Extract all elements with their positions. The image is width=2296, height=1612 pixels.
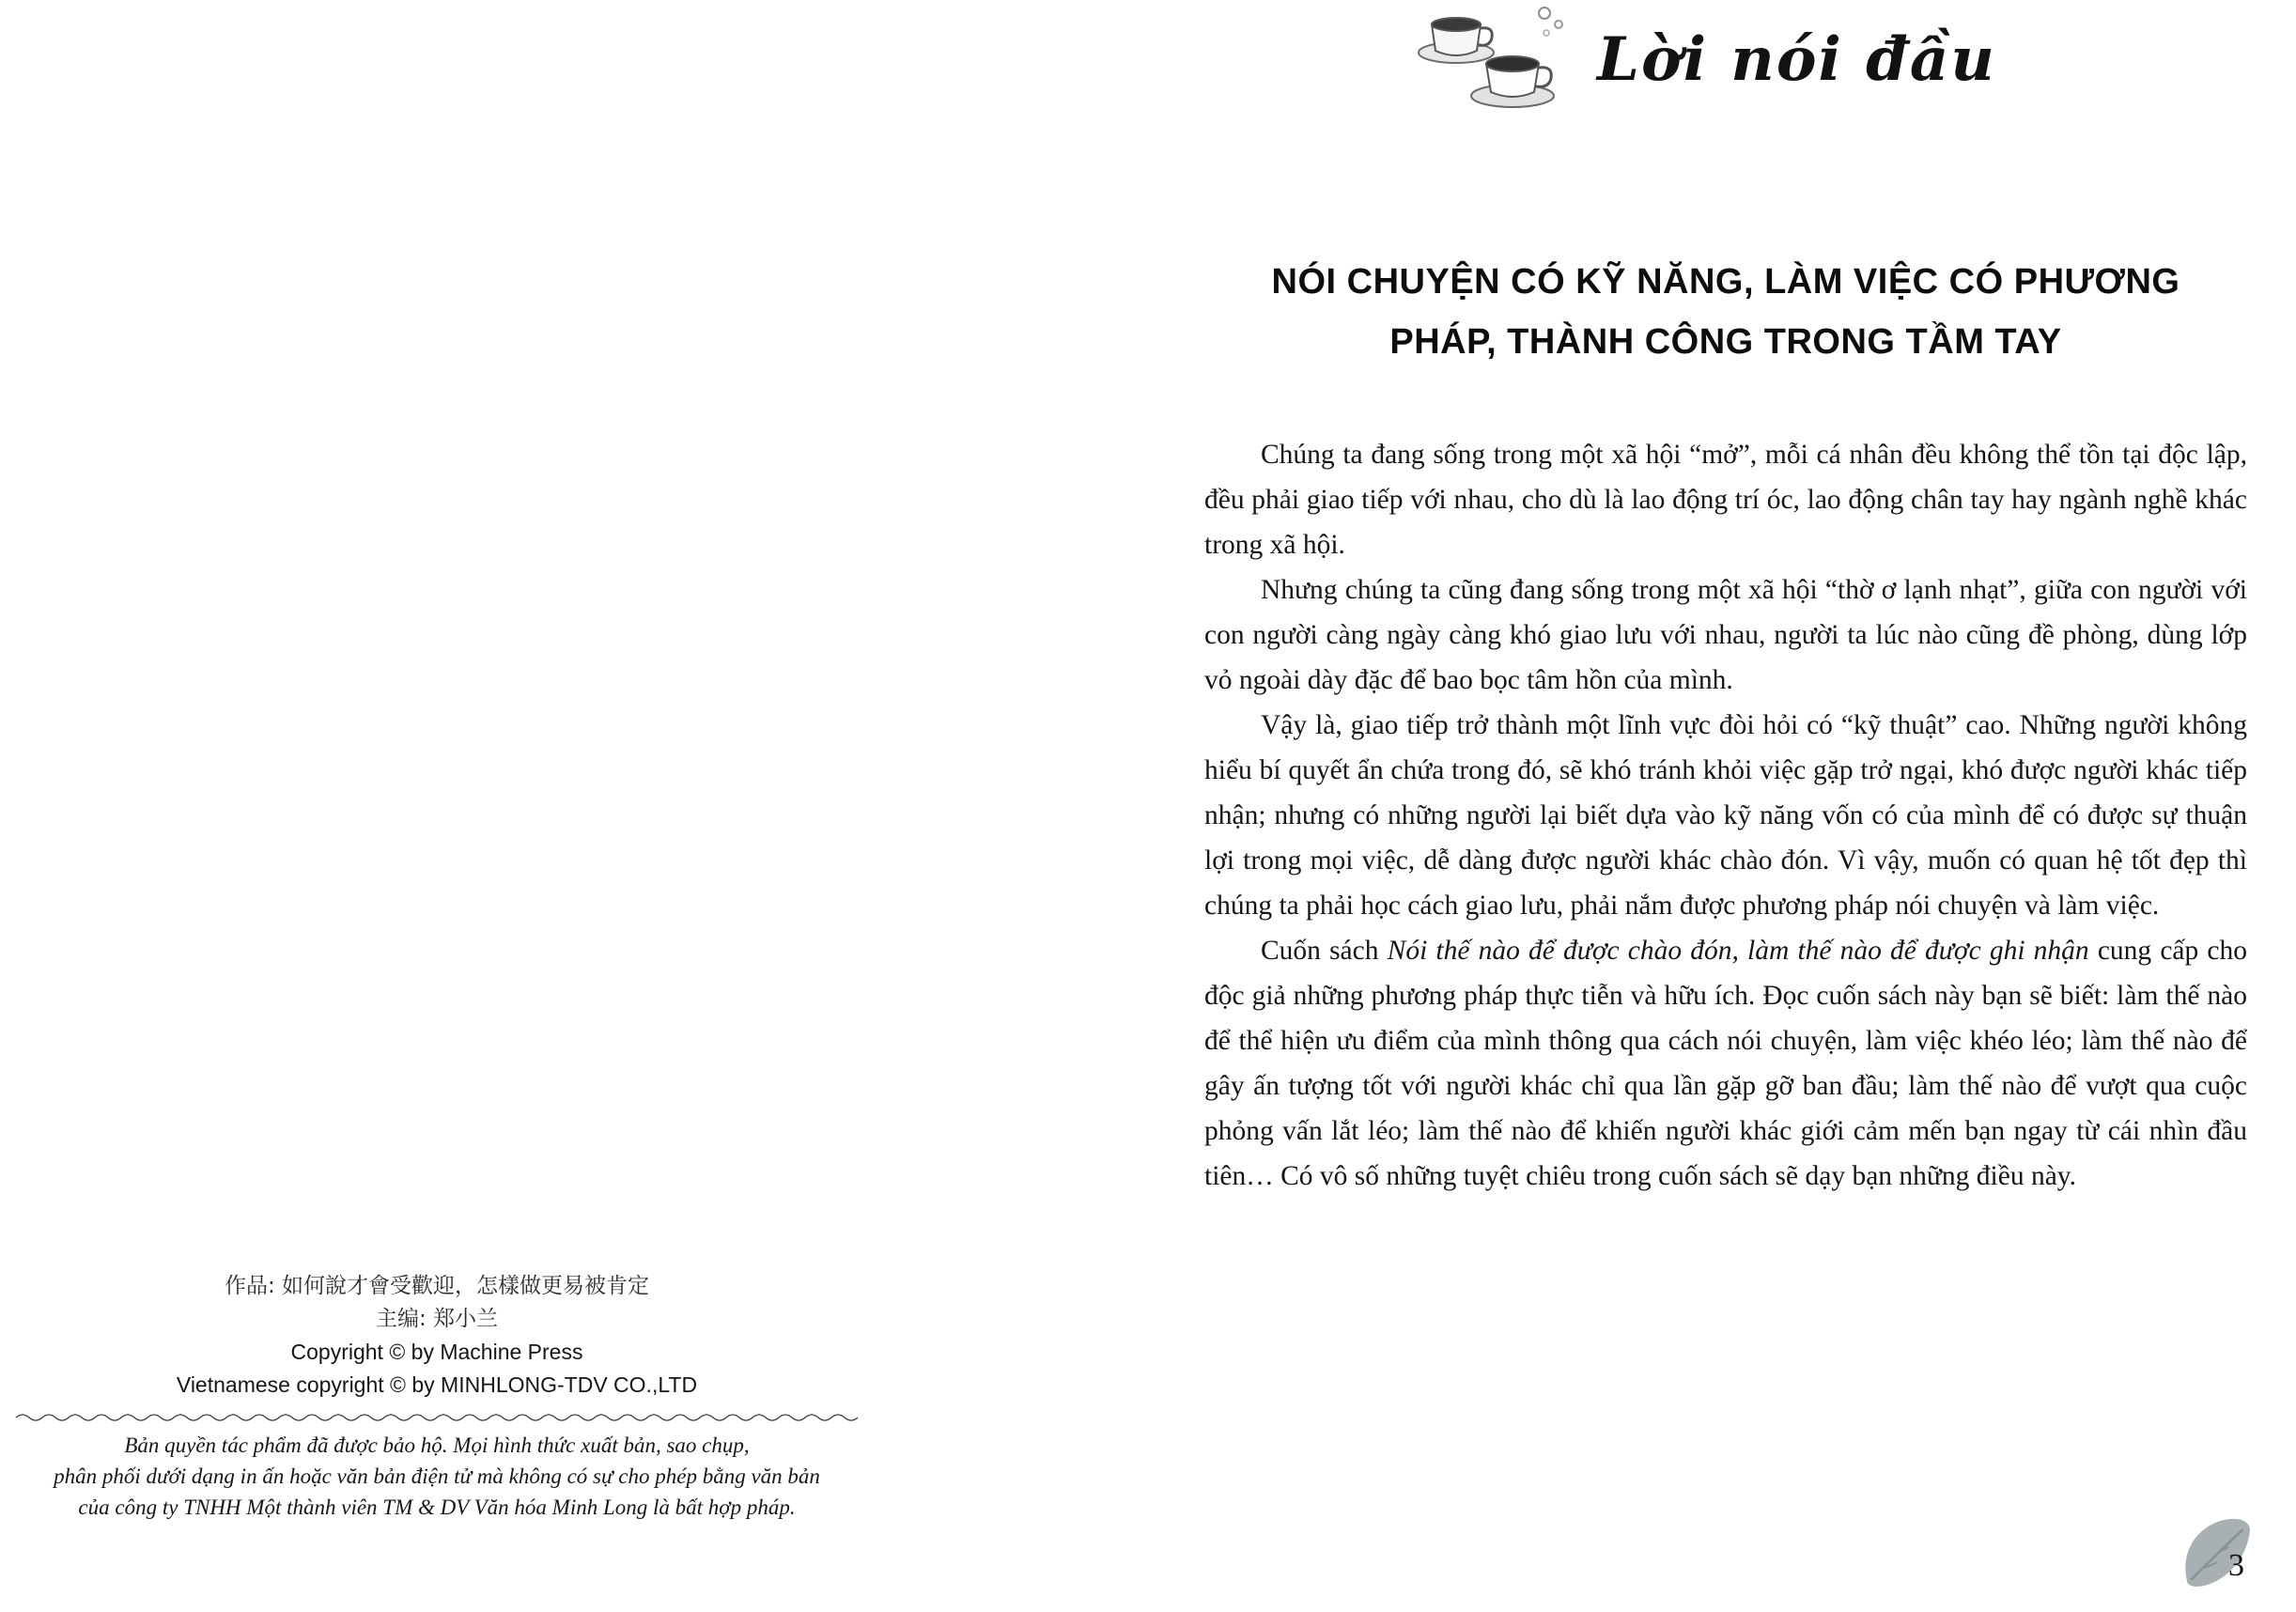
paragraph-1: Chúng ta đang sống trong một xã hội “mở”, mỗi cá nhân đều không thể tồn tại độc lập, đều phải giao tiếp với nhau, cho dù là lao động trí óc, lao động chân tay hay ngành nghề khác trong xã hội.	[1204, 440, 2247, 560]
chapter-title-line-1: NÓI CHUYỆN CÓ KỸ NĂNG, LÀM VIỆC CÓ PHƯƠNG	[1271, 262, 2180, 302]
colophon-editor-line: 主编: 郑小兰	[375, 1307, 499, 1331]
colophon	[0, 1270, 874, 1523]
legal-line: của công ty TNHH Một thành viên TM & DV Văn hóa Minh Long là bất hợp pháp.	[78, 1496, 796, 1519]
legal-notice	[0, 1430, 874, 1523]
chapter-title-line-2: PHÁP, THÀNH CÔNG TRONG TẦM TAY	[1389, 322, 2062, 362]
paragraph-2: Nhưng chúng ta cũng đang sống trong một xã hội “thờ ơ lạnh nhạt”, giữa con người với con người càng ngày càng khó giao lưu với nhau, người ta lúc nào cũng đề phòng, dùng lớp vỏ ngoài dày đặc để bao bọc tâm hồn của mình.	[1204, 575, 2247, 695]
paragraph-4-text-post: cung cấp cho độc giả những phương pháp thực tiễn và hữu ích. Đọc cuốn sách này bạn sẽ biết: làm thế nào để thể hiện ưu điểm của mình thông qua cách nói chuyện, làm việc khéo léo; làm thế nào để gây ấn tượng tốt với người khác chỉ qua lần gặp gỡ ban đầu; làm thế nào để vượt qua cuộc phỏng vấn lắt léo; làm thế nào để khiến người khác giới cảm mến bạn ngay từ cái nhìn đầu tiên… Có vô số những tuyệt chiêu trong cuốn sách sẽ dạy bạn những điều này.	[1204, 936, 2247, 1191]
preface-script-heading: Lời nói đầu	[1597, 24, 1996, 95]
preface-body	[1204, 432, 2247, 1199]
coffee-cups-illustration-icon	[1407, 4, 1581, 112]
legal-line: phân phối dưới dạng in ấn hoặc văn bản điện tử mà không có sự cho phép bằng văn bản	[54, 1465, 820, 1488]
page-number: 3	[2228, 1548, 2244, 1583]
chapter-title	[1204, 252, 2247, 372]
colophon-copyright-line: Copyright © by Machine Press	[290, 1340, 583, 1364]
leaf-decoration-icon	[2172, 1512, 2258, 1599]
paragraph-3: Vậy là, giao tiếp trở thành một lĩnh vực đòi hỏi có “kỹ thuật” cao. Những người không hiểu bí quyết ẩn chứa trong đó, sẽ khó tránh khỏi việc gặp trở ngại, khó được người khác tiếp nhận; nhưng có những người lại biết dựa vào kỹ năng vốn có của mình để có được sự thuận lợi trong mọi việc, dễ dàng được người khác chào đón. Vì vậy, muốn có quan hệ tốt đẹp thì chúng ta phải học cách giao lưu, phải nắm được phương pháp nói chuyện và làm việc.	[1204, 710, 2247, 921]
colophon-vn-copyright-line: Vietnamese copyright © by MINHLONG-TDV CO.,LTD	[176, 1372, 698, 1397]
legal-line: Bản quyền tác phẩm đã được bảo hộ. Mọi hình thức xuất bản, sao chụp,	[124, 1434, 750, 1457]
colophon-work-line: 作品: 如何說才會受歡迎，怎樣做更易被肯定	[224, 1274, 650, 1298]
paragraph-4	[1204, 928, 2247, 1199]
referenced-book-title: Nói thế nào để được chào đón, làm thế nào để được ghi nhận	[1387, 936, 2089, 966]
paragraph-4-text-pre: Cuốn sách	[1261, 936, 1388, 966]
wavy-line-divider-icon	[14, 1409, 860, 1424]
